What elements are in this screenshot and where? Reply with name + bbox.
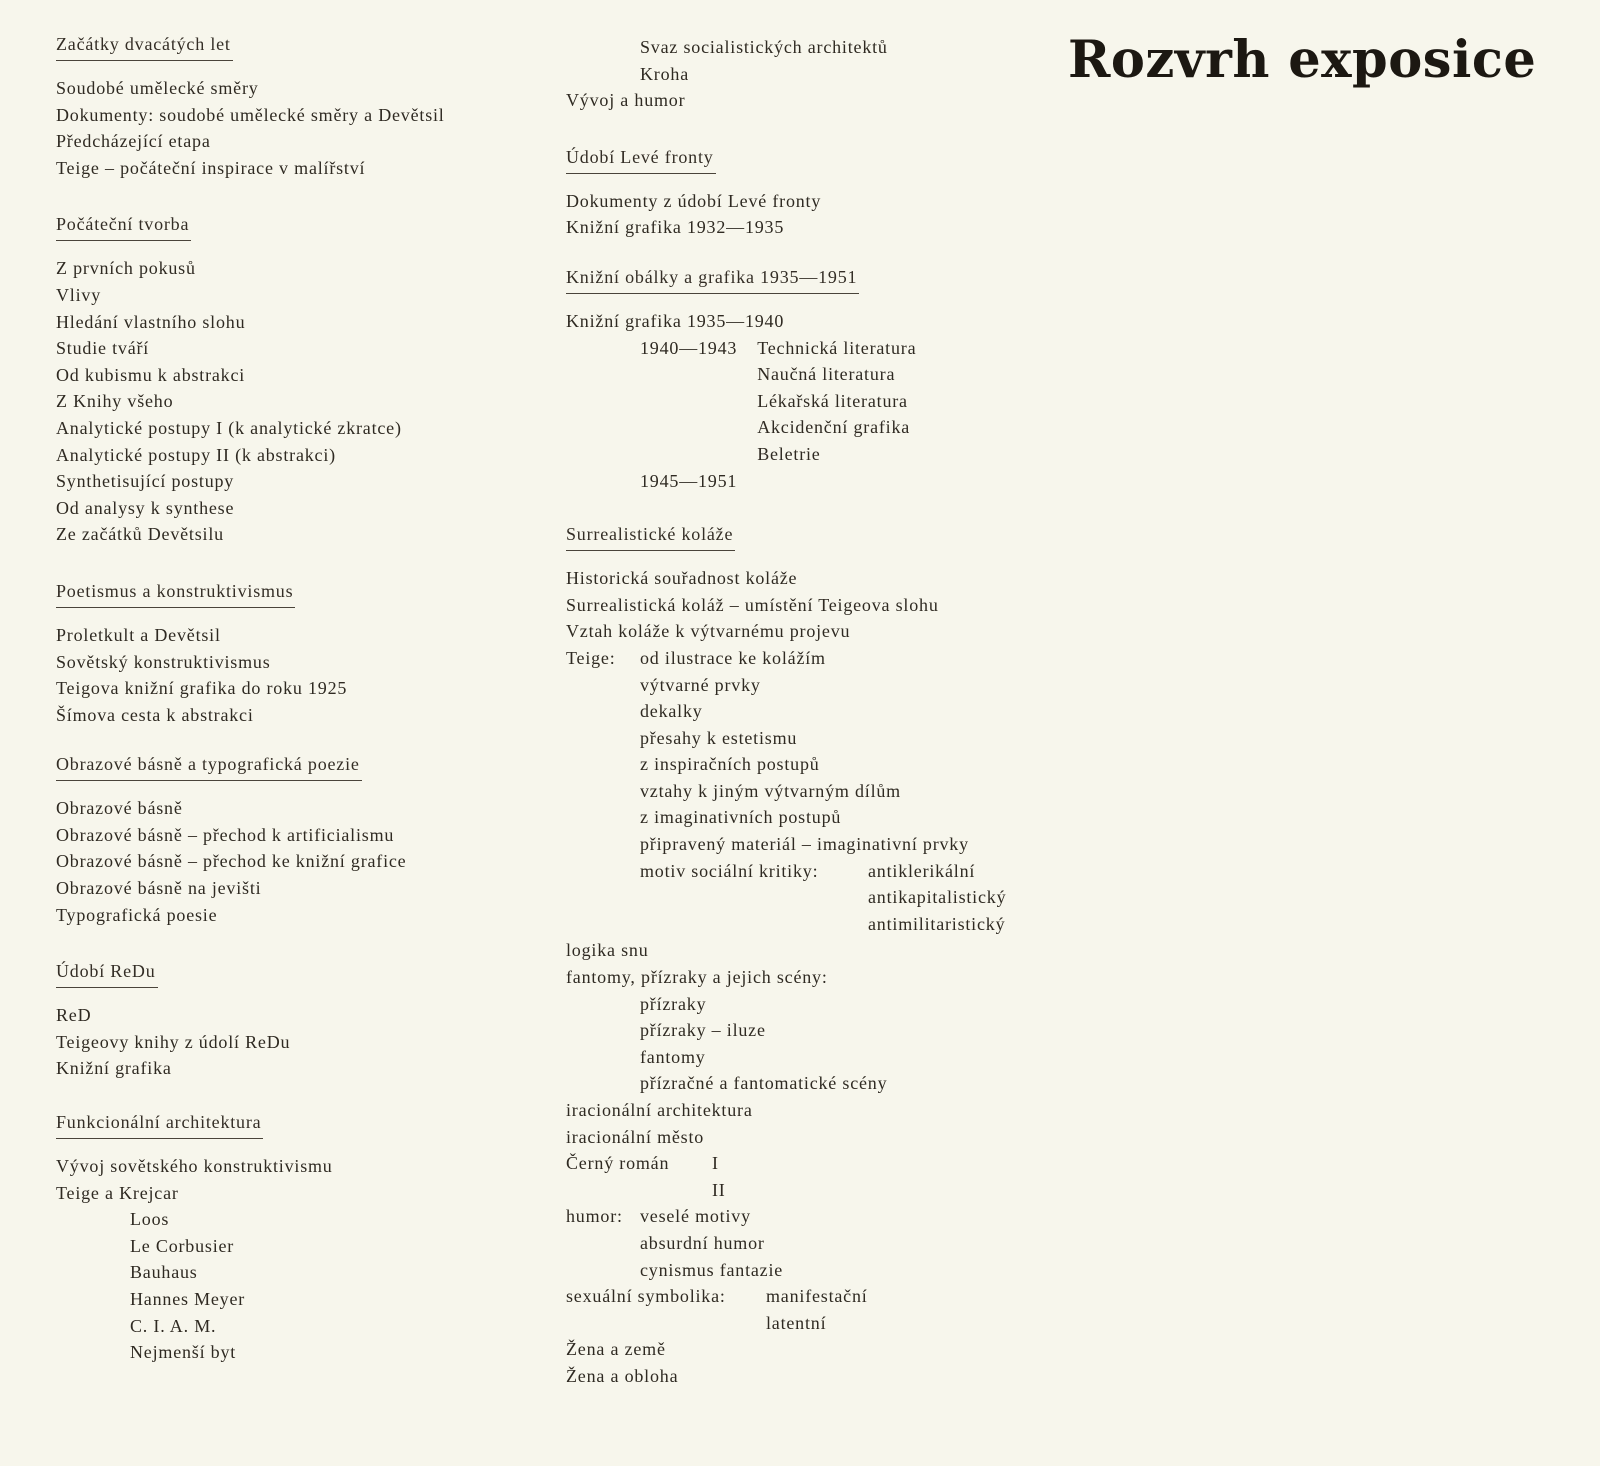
list-item: Předcházející etapa (56, 131, 211, 152)
list-subitem: veselé motivy (640, 1206, 751, 1227)
page-title: Rozvrh exposice (1068, 30, 1537, 90)
list-subitem: Hannes Meyer (130, 1289, 246, 1309)
list-item: Vztah koláže k výtvarnému projevu (566, 621, 851, 642)
list-item: Studie tváří (56, 338, 150, 359)
cerny-label: Černý román (566, 1153, 670, 1174)
list-subitem: z imaginativních postupů (640, 807, 842, 828)
list-subitem: Beletrie (757, 443, 821, 464)
list-item: Knižní grafika 1932—1935 (566, 217, 785, 238)
list-item: Teigeovy knihy z údolí ReDu (56, 1031, 291, 1052)
list-item: iracionální město (566, 1126, 705, 1147)
section-heading: Údobí ReDu (56, 961, 158, 988)
list-item: Teigova knižní grafika do roku 1925 (56, 678, 348, 699)
list-subitem: Le Corbusier (130, 1235, 235, 1256)
humor-row (566, 1203, 1066, 1230)
list-item: iracionální architektura (566, 1100, 753, 1120)
list-subitem: Lékařská literatura (757, 390, 908, 411)
section-heading: Funkcionální architektura (56, 1112, 263, 1139)
section-obrazove-basne (56, 754, 556, 928)
sex-label: sexuální symbolika: (566, 1286, 726, 1307)
list-item: Obrazové básně – přechod k artificialismu (56, 824, 395, 845)
list-item: Dokumenty: soudobé umělecké směry a Devětsil (56, 104, 445, 125)
list-item: Knižní grafika 1935—1940 (566, 310, 785, 331)
list-subitem: výtvarné prvky (640, 674, 761, 695)
motiv-label: motiv sociální kritiky: (640, 860, 819, 881)
list-subitem: fantomy (640, 1046, 706, 1067)
list-subitem: cynismus fantazie (640, 1259, 784, 1280)
list-item: Žena a obloha (566, 1365, 679, 1386)
section-surrealisticke-kolaze (566, 524, 1066, 1389)
list-item: Knižní grafika (56, 1058, 172, 1079)
list-item: Teige – počáteční inspirace v malířství (56, 157, 366, 178)
list-subitem: antiklerikální (868, 860, 976, 881)
list-subitem: dekalky (640, 701, 703, 722)
list-item: ReD (56, 1005, 92, 1026)
section-udobi-redu (56, 961, 556, 1082)
list-item: Obrazové básně (56, 798, 183, 819)
year-label: 1945—1951 (640, 470, 738, 491)
section-heading: Počáteční tvorba (56, 214, 191, 241)
list-item: Soudobé umělecké směry (56, 78, 259, 98)
list-subitem: II (712, 1179, 726, 1200)
list-subitem: přízraky – iluze (640, 1020, 766, 1041)
list-subitem: I (712, 1153, 719, 1174)
list-item: Analytické postupy II (k abstrakci) (56, 444, 336, 465)
list-item: Proletkult a Devětsil (56, 624, 221, 645)
list-item: Vývoj a humor (566, 90, 686, 111)
section-heading: Začátky dvacátých let (56, 34, 233, 61)
list-subitem: Bauhaus (130, 1262, 198, 1283)
list-item: Šímova cesta k abstrakci (56, 704, 254, 725)
list-subitem: Loos (130, 1209, 170, 1230)
list-item: Z prvních pokusů (56, 258, 196, 279)
section-heading: Obrazové básně a typografická poezie (56, 754, 362, 781)
section-poetismus (56, 581, 556, 728)
list-subitem: absurdní humor (640, 1232, 765, 1253)
list-item: Žena a země (566, 1339, 666, 1360)
list-item: Od kubismu k abstrakci (56, 364, 246, 385)
section-continuation (566, 34, 1066, 114)
list-item: Z Knihy všeho (56, 391, 174, 412)
list-subitem: Nejmenší byt (130, 1342, 237, 1363)
list-item: Sovětský konstruktivismus (56, 651, 271, 672)
list-item: Obrazové básně – přechod ke knižní grafice (56, 851, 407, 872)
list-subitem: vztahy k jiným výtvarným dílům (640, 780, 901, 801)
list-subitem: latentní (766, 1312, 827, 1333)
section-leve-fronty (566, 147, 1066, 241)
list-item: Surrealistická koláž – umístění Teigeova slohu (566, 594, 939, 615)
list-subitem: manifestační (766, 1286, 868, 1307)
list-subitem: Naučná literatura (757, 364, 896, 385)
list-subitem: z inspiračních postupů (640, 754, 820, 775)
column-left (56, 34, 556, 1366)
list-subitem: antimilitaristický (868, 913, 1006, 934)
year-block (566, 335, 1066, 468)
list-item: Vlivy (56, 284, 102, 305)
list-item: Ze začátků Devětsilu (56, 524, 224, 545)
list-item: Analytické postupy I (k analytické zkratce) (56, 417, 402, 438)
list-item: Historická souřadnost koláže (566, 568, 798, 589)
list-subitem: Svaz socialistických architektů (640, 37, 888, 57)
list-subitem: připravený materiál – imaginativní prvky (640, 834, 969, 855)
column-middle (566, 34, 1066, 1390)
list-item: Teige a Krejcar (56, 1182, 179, 1203)
list-subitem: C. I. A. M. (130, 1315, 217, 1336)
humor-label: humor: (566, 1206, 623, 1227)
list-subitem: Akcidenční grafika (757, 417, 911, 438)
list-subitem: Technická literatura (757, 337, 917, 358)
list-item: Od analysy k synthese (56, 497, 235, 518)
section-heading: Údobí Levé fronty (566, 147, 716, 174)
section-heading: Knižní obálky a grafika 1935—1951 (566, 267, 859, 294)
list-subitem: antikapitalistický (868, 887, 1007, 908)
list-item: fantomy, přízraky a jejich scény: (566, 967, 828, 988)
list-item: logika snu (566, 940, 649, 961)
list-subitem: přesahy k estetismu (640, 727, 798, 748)
motiv-row (566, 858, 1066, 885)
year-label: 1940—1943 (640, 337, 738, 358)
list-item: Typografická poesie (56, 904, 218, 925)
list-subitem: od ilustrace ke kolážím (640, 647, 826, 668)
list-item: Dokumenty z údobí Levé fronty (566, 190, 822, 211)
list-subitem: Kroha (640, 63, 689, 84)
sex-row (566, 1283, 1066, 1310)
section-funkcionalni-architektura (56, 1112, 556, 1366)
section-heading: Poetismus a konstruktivismus (56, 581, 295, 608)
section-pocatecni-tvorba (56, 214, 556, 548)
teige-row (566, 645, 1066, 672)
list-item: Obrazové básně na jevišti (56, 878, 262, 899)
section-heading: Surrealistické koláže (566, 524, 735, 551)
cerny-row (566, 1150, 1066, 1177)
section-zacatky (56, 34, 556, 181)
list-item: Vývoj sovětského konstruktivismu (56, 1156, 333, 1177)
teige-label: Teige: (566, 647, 616, 668)
list-subitem: přízraky (640, 993, 707, 1014)
list-item: Synthetisující postupy (56, 471, 235, 492)
list-subitem: přízračné a fantomatické scény (640, 1073, 888, 1094)
section-knizni-obalky (566, 267, 1066, 494)
list-item: Hledání vlastního slohu (56, 311, 246, 332)
